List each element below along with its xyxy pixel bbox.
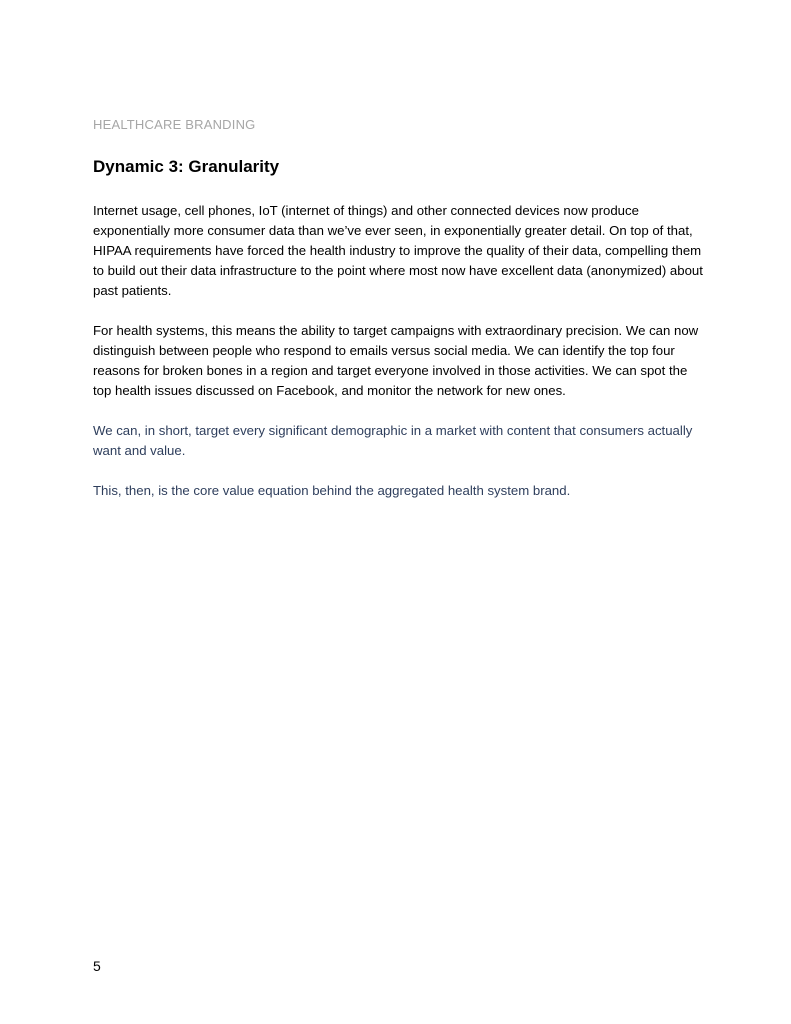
paragraph-precision-targeting: For health systems, this means the ability to target campaigns with extraordinary precision. We can now distinguish between people who respond to emails versus social media. We can identify the top four reasons for broken bones in a region and target everyone involved in those activities. We can spot the top health issues discussed on Facebook, and monitor the network for new ones.	[93, 323, 699, 398]
running-header: HEALTHCARE BRANDING	[93, 117, 256, 132]
paragraph-value-equation: This, then, is the core value equation behind the aggregated health system brand.	[93, 483, 571, 498]
body-text	[93, 201, 703, 521]
paragraph-demographic-summary: We can, in short, target every significant demographic in a market with content that consumers actually want and value.	[93, 423, 693, 458]
paragraph-data-volume: Internet usage, cell phones, IoT (internet of things) and other connected devices now produce exponentially more consumer data than we’ve ever seen, in exponentially greater detail. On top of that, HIPAA requirements have forced the health industry to improve the quality of their data, compelling them to build out their data infrastructure to the point where most now have excellent data (anonymized) about past patients.	[93, 203, 703, 298]
page-number: 5	[93, 958, 101, 974]
section-title: Dynamic 3: Granularity	[93, 157, 280, 176]
